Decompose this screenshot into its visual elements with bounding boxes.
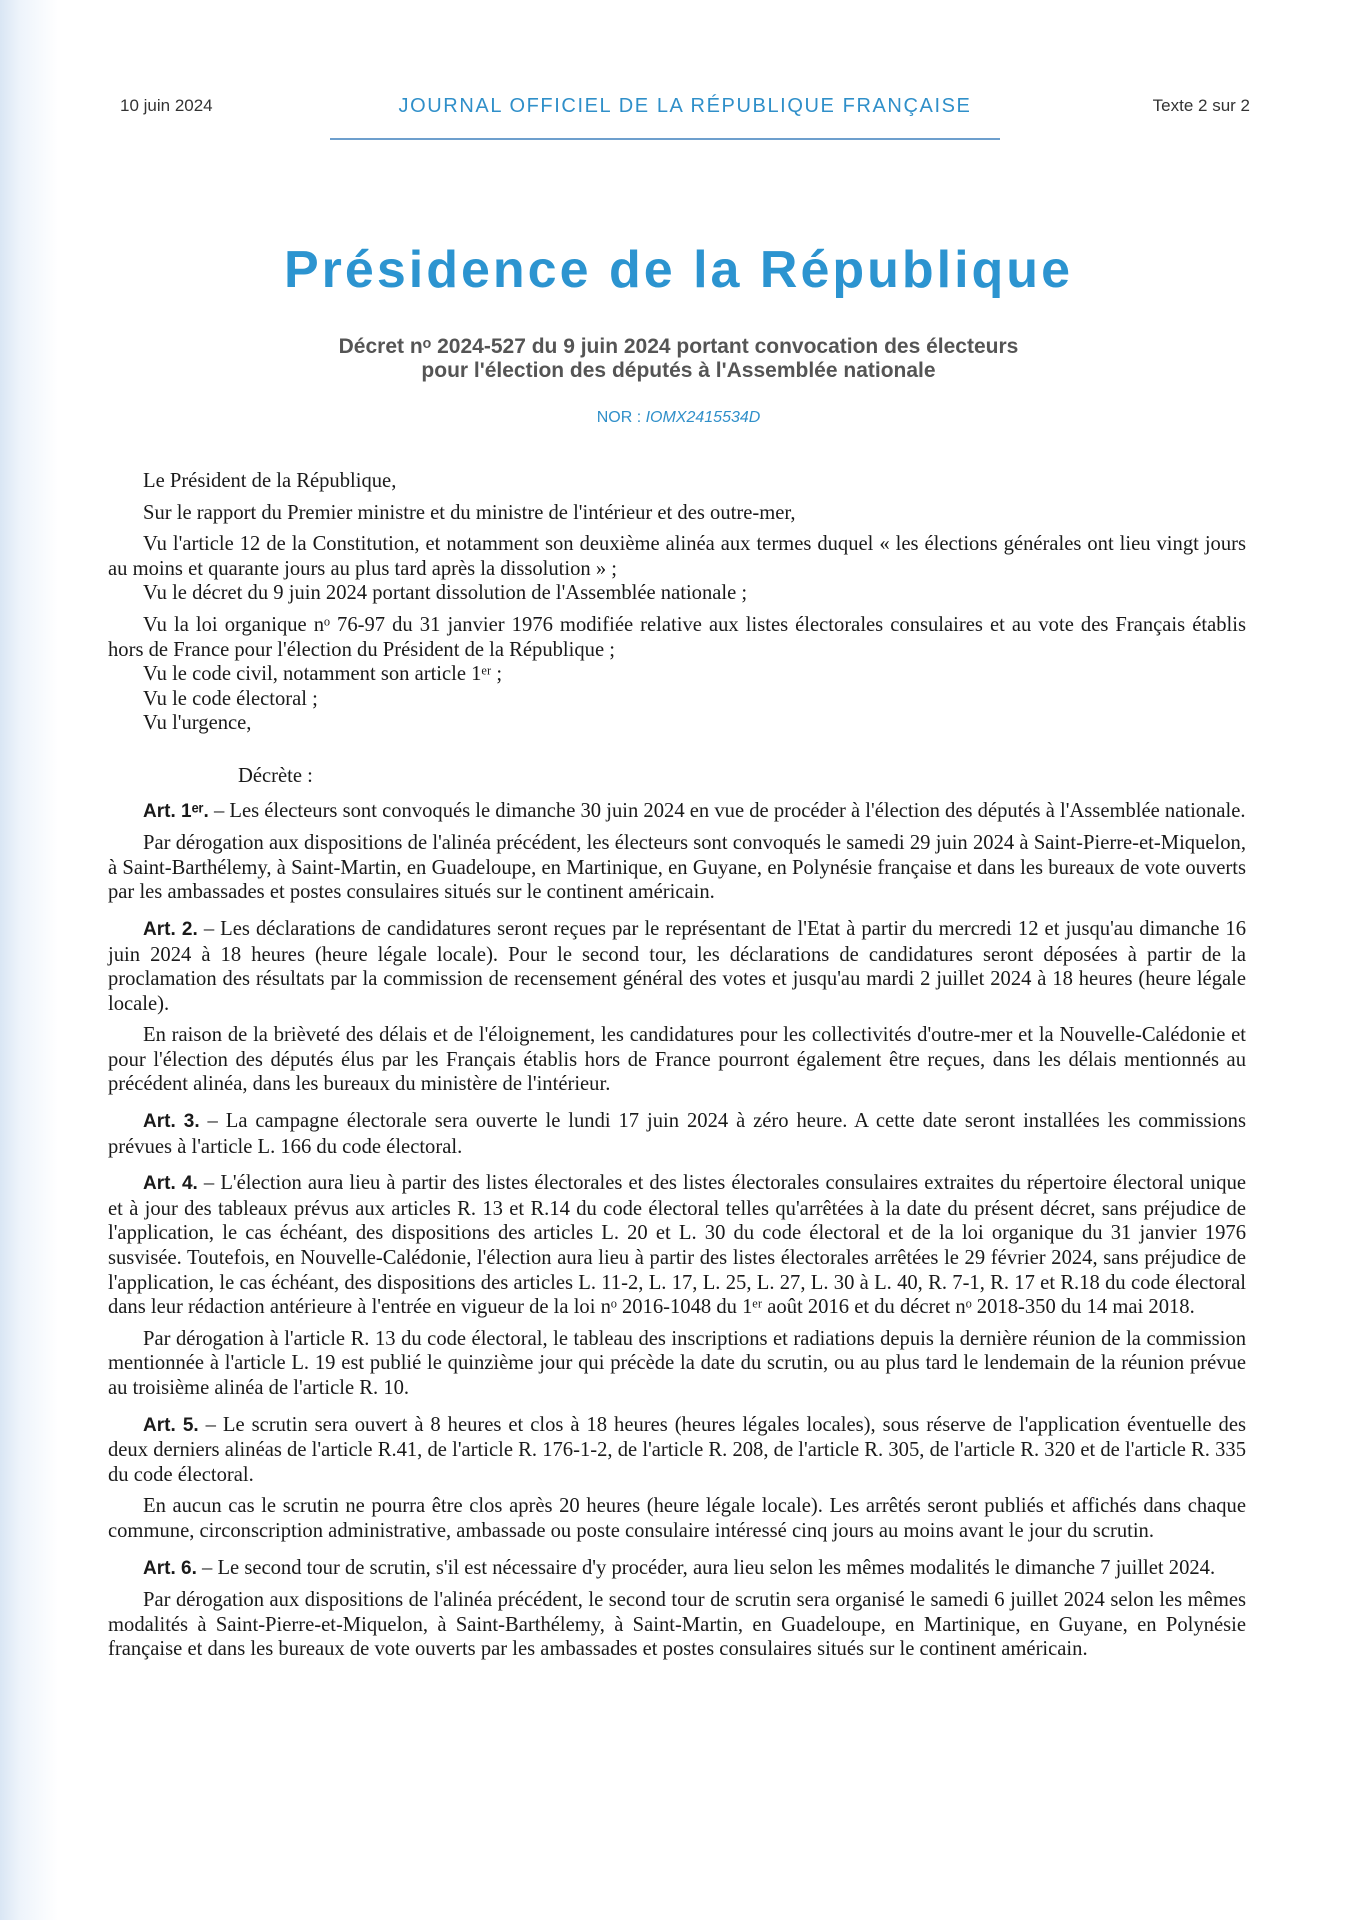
preamble-line: Sur le rapport du Premier ministre et du ministre de l'intérieur et des outre-mer, [143, 501, 796, 524]
nor-code: IOMX2415534D [645, 409, 761, 426]
article-paragraph: Par dérogation aux dispositions de l'alinéa précédent, le second tour de scrutin sera organisé le samedi 6 juillet 2024 selon les mêmes modalités à Saint-Pierre-et-Miquelon, à Saint-Barthélemy, à Saint-Martin, en Guadeloupe, en Martinique, en Guyane, en Polynésie française et dans les bureaux de vote ouverts par les ambassades et postes consulaires situés sur le continent américain. [108, 1589, 1246, 1661]
header-divider [330, 138, 1000, 140]
article-paragraph: En aucun cas le scrutin ne pourra être clos après 20 heures (heure légale locale). Les arrêtés seront publiés et affichés dans chaque commune, circonscription administrative, ambassade ou poste consulaire intéressé cinq jours au moins avant le jour du scrutin. [108, 1495, 1246, 1542]
article-paragraph [108, 917, 1246, 1016]
page-header [120, 96, 1250, 120]
decree-title-line-1: Décret nᵒ 2024-527 du 9 juin 2024 portant convocation des électeurs [338, 335, 1019, 358]
article-text: – L'élection aura lieu à partir des listes électorales et des listes électorales consulaires extraites du répertoire électoral unique et à jour des tableaux prévus aux articles R. 13 et R.14 du code électoral telles qu'arrêtées à la date du présent décret, sans préjudice de l'application, le cas échéant, des dispositions des articles L. 20 et L. 30 du code électoral et de la loi organique du 31 janvier 1976 susvisée. Toutefois, en Nouvelle-Calédonie, l'élection aura lieu à partir des listes électorales arrêtées le 29 février 2024, sans préjudice de l'application, le cas échéant, des dispositions des articles L. 11-2, L. 17, L. 25, L. 27, L. 30 à L. 40, R. 7-1, R. 17 et R.18 du code électoral dans leur rédaction antérieure à l'entrée en vigueur de la loi nᵒ 2016-1048 du 1ᵉʳ août 2016 et du décret nᵒ 2018-350 du 14 mai 2018. [108, 1172, 1247, 1319]
decree-title [0, 335, 1357, 383]
article-paragraph [108, 1413, 1246, 1488]
article-paragraph: Par dérogation à l'article R. 13 du code électoral, le tableau des inscriptions et radiations depuis la dernière réunion de la commission mentionnée à l'article L. 19 est publié le quinzième jour qui précède la date du scrutin, ou au plus tard le lendemain de la réunion prévue au troisième alinéa de l'article R. 10. [108, 1327, 1246, 1399]
preamble-line: Le Président de la République, [143, 470, 397, 492]
article-paragraph [108, 1171, 1246, 1320]
article-label: Art. 5. [143, 1414, 199, 1436]
preamble-line: Vu le décret du 9 juin 2024 portant dissolution de l'Assemblée nationale ; [143, 582, 748, 605]
article-label: Art. 1ᵉʳ. [143, 800, 209, 822]
article-paragraph: Par dérogation aux dispositions de l'alinéa précédent, les électeurs sont convoqués le samedi 29 juin 2024 à Saint-Pierre-et-Miquelon, à Saint-Barthélemy, à Saint-Martin, en Guadeloupe, en Martinique, en Guyane, en Polynésie française et dans les bureaux de vote ouverts par les ambassades et postes consulaires situés sur le continent américain. [108, 832, 1246, 904]
text-count: Texte 2 sur 2 [1152, 96, 1250, 115]
article-paragraph [108, 1556, 1246, 1582]
nor-reference [0, 409, 1357, 427]
preamble-line: Vu l'urgence, [143, 712, 252, 735]
article-text: – Les électeurs sont convoqués le dimanche 30 juin 2024 en vue de procéder à l'élection des députés à l'Assemblée nationale. [213, 799, 1246, 822]
decree-title-line-2: pour l'élection des députés à l'Assemblée nationale [421, 359, 936, 382]
article-text: – Les déclarations de candidatures seront reçues par le représentant de l'Etat à partir du mercredi 12 et jusqu'au dimanche 16 juin 2024 à 18 heures (heure légale locale). Pour le second tour, les déclarations de candidatures seront déposées à partir de la proclamation des résultats par la commission de recensement général des votes et jusqu'au mardi 2 juillet 2024 à 18 heures (heure légale locale). [108, 917, 1246, 1015]
article-label: Art. 3. [143, 1111, 200, 1133]
header-date: 10 juin 2024 [120, 96, 213, 115]
decree-body [108, 469, 1246, 1662]
article-label: Art. 4. [143, 1173, 198, 1195]
article-label: Art. 2. [143, 918, 198, 940]
article-text: – Le scrutin sera ouvert à 8 heures et clos à 18 heures (heures légales locales), sous réserve de l'application éventuelle des deux derniers alinéas de l'article R.41, de l'article R. 176-1-2, de l'article R. 208, de l'article R. 305, de l'article R. 320 et de l'article R. 335 du code électoral. [108, 1413, 1246, 1486]
article-text: – La campagne électorale sera ouverte le lundi 17 juin 2024 à zéro heure. A cette date seront installées les commissions prévues à l'article L. 166 du code électoral. [108, 1110, 1246, 1158]
article-label: Art. 6. [143, 1557, 197, 1579]
nor-label: NOR : [596, 409, 646, 426]
article-text: – Le second tour de scrutin, s'il est nécessaire d'y procéder, aura lieu selon les mêmes modalités le dimanche 7 juillet 2024. [202, 1556, 1216, 1579]
journal-title: JOURNAL OFFICIEL DE LA RÉPUBLIQUE FRANÇAISE [398, 95, 972, 117]
article-paragraph: En raison de la brièveté des délais et de l'éloignement, les candidatures pour les collectivités d'outre-mer et la Nouvelle-Calédonie et pour l'élection des députés élus par les Français établis hors de France pourront également être reçues, dans les délais mentionnés au précédent alinéa, dans les bureaux du ministère de l'intérieur. [108, 1024, 1246, 1096]
preamble-line: Vu la loi organique nᵒ 76-97 du 31 janvier 1976 modifiée relative aux listes électorales consulaires et au vote des Français établis hors de France pour l'élection du Président de la République ; [108, 613, 1246, 661]
article-paragraph [108, 1109, 1246, 1159]
article-paragraph [108, 799, 1246, 825]
decrete-label: Décrète : [238, 764, 313, 787]
section-title: Présidence de la République [284, 241, 1073, 299]
preamble-line: Vu le code civil, notamment son article 1ᵉʳ ; [143, 663, 503, 686]
preamble-line: Vu l'article 12 de la Constitution, et notamment son deuxième alinéa aux termes duquel « les élections générales ont lieu vingt jours au moins et quarante jours au plus tard après la dissolution » ; [108, 533, 1246, 580]
preamble-line: Vu le code électoral ; [143, 687, 318, 710]
